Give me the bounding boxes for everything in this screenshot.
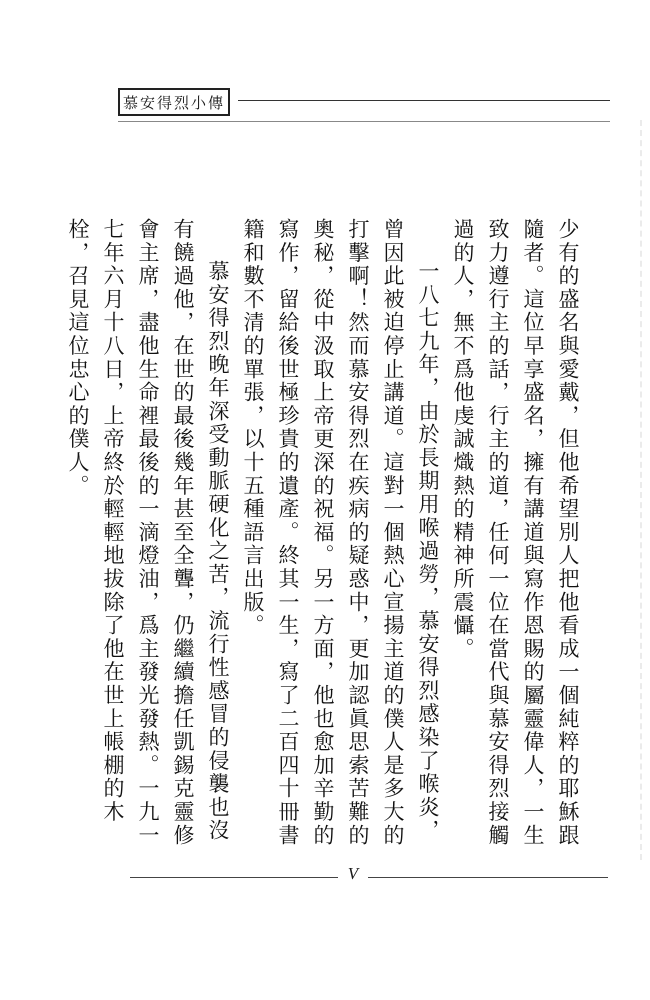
vertical-body-text: [66, 218, 585, 850]
page-number: V: [347, 864, 359, 883]
footer-rule-left: [130, 877, 338, 878]
paragraph-1: 少有的盛名與愛戴，但他希望別人把他看成一個純粹的耶穌跟隨者。這位早享盛名，擁有講道與寫作恩賜的屬靈偉人，一生致力遵行主的話，行主的道，任何一位在當代與慕安得烈接觸過的人，無不爲他虔誠熾熱的精神所震懾。: [451, 218, 580, 848]
running-head-title: [118, 88, 230, 116]
running-head-text: 慕安得烈小傳: [122, 93, 225, 112]
paragraph-3: 慕安得烈晚年深受動脈硬化之苦，流行性感冒的侵襲也沒有饒過他，在世的最後幾年甚至全聾，仍繼續擔任凱錫克靈修會主席，盡他生命裡最後的一滴燈油，爲主發光發熱。一九一七年六月十八日，上帝終於輕輕地拔除了他在世上帳棚的木栓，召見這位忠心的僕人。: [66, 218, 230, 848]
bleed-through-marks: [612, 120, 642, 860]
header-rule: [238, 100, 610, 101]
footer-rule-right: [368, 877, 608, 878]
header-underline: [118, 121, 610, 122]
paragraph-2: 一八七九年，由於長期用喉過勞，慕安得烈感染了喉炎，曾因此被迫停止講道。這對一個熱心宣揚主道的僕人是多大的打擊啊！然而慕安得烈在疾病的疑惑中，更加認眞思索苦難的奧秘，從中汲取上帝更深的祝福。另一方面，他也愈加辛勤的寫作，留給後世極珍貴的遺產。終其一生，寫了二百四十冊書籍和數不清的單張，以十五種語言出版。: [241, 218, 440, 848]
